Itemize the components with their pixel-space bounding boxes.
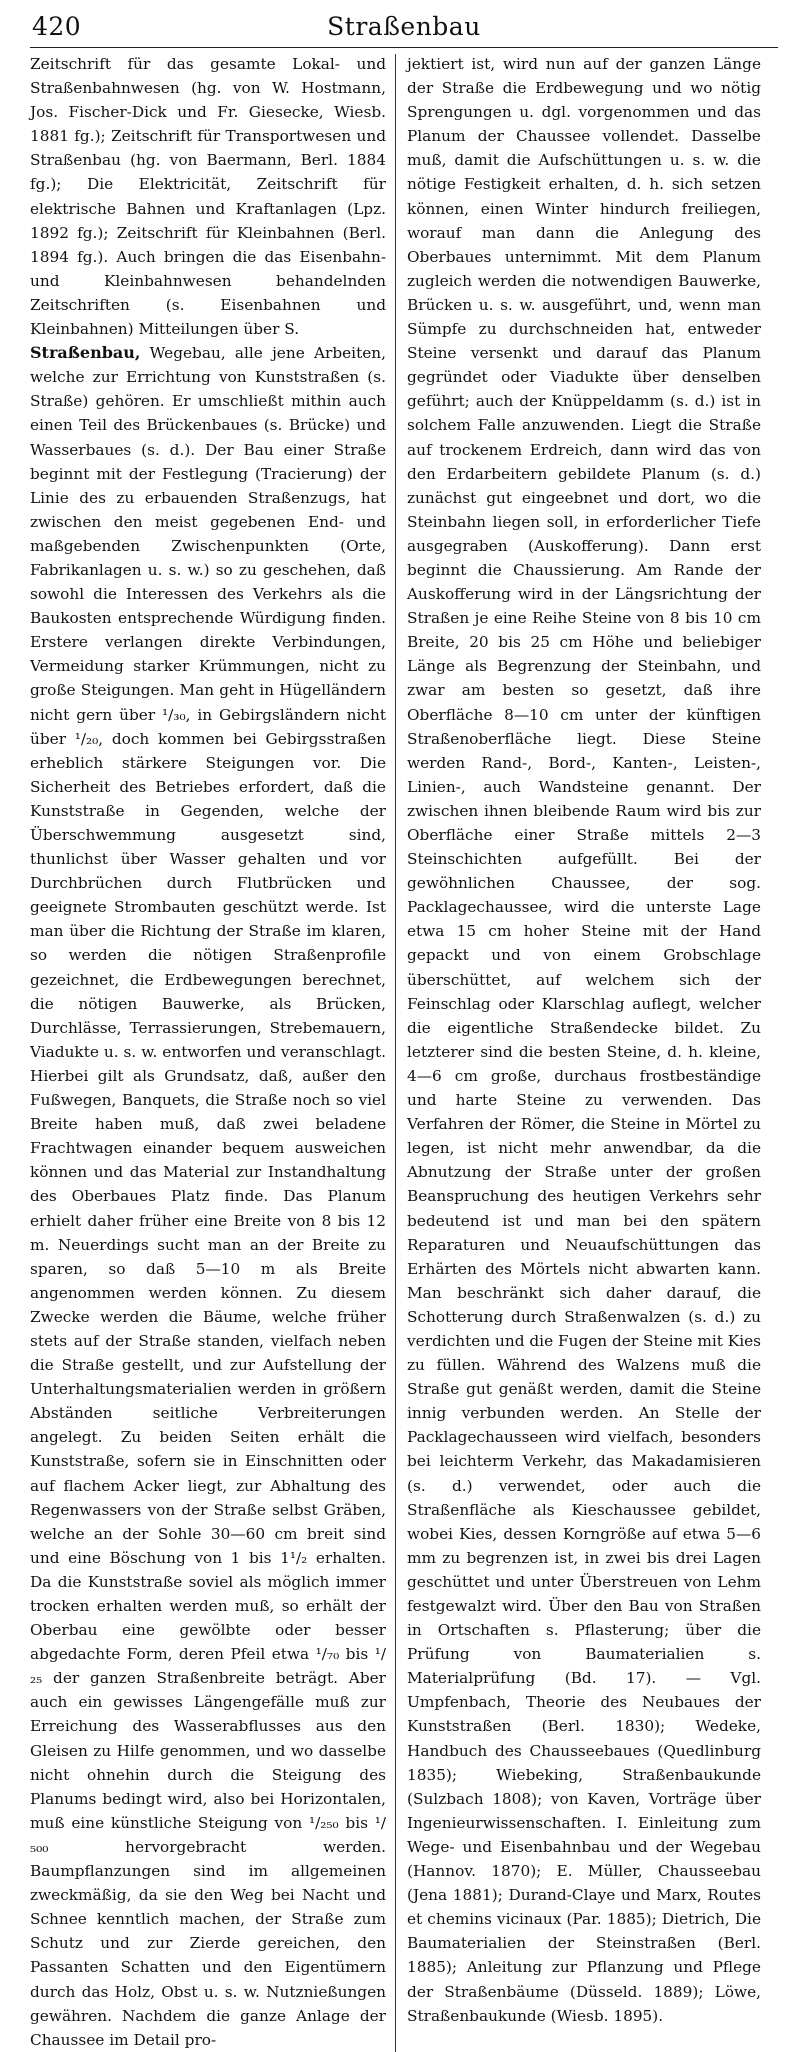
- header-rule: [30, 47, 778, 48]
- page-number: 420: [32, 12, 82, 41]
- entry-body: Wegebau, alle jene Arbeiten, welche zur Errichtung von Kunststraßen (s. Straße) gehören. Er umschließt mithin auch einen Teil des Brückenbaues (s. Brücke) und Wasserbaues (s. d.). Der Bau einer Straße beginnt mit der Festlegung (Tracierung) der Linie des zu erbauenden Straßenzugs, hat zwischen den meist gegebenen End- und maßgebenden Zwischenpunkten (Orte, Fabrikanlagen u. s. w.) so zu geschehen, daß sowohl die Interessen des Verkehrs als die Baukosten entsprechende Würdigung finden. Erstere verlangen direkte Verbindungen, Vermeidung starker Krümmungen, nicht zu große Steigungen. Man geht in Hügelländern nicht gern über ¹/₃₀, in Gebirgsländern nicht über ¹/₂₀, doch kommen bei Gebirgsstraßen erheblich stärkere Steigungen vor. Die Sicherheit des Betriebes erfordert, daß die Kunststraße in Gegenden, welche der Überschwemmung ausgesetzt sind, thunlichst über Wasser gehalten und vor Durchbrüchen durch Flutbrücken und geeignete Strombauten geschützt werde. Ist man über die Richtung der Straße im klaren, so werden die nötigen Straßenprofile gezeichnet, die Erdbewegungen berechnet, die nötigen Bauwerke, als Brücken, Durchlässe, Terrassierungen, Strebemauern, Viadukte u. s. w. entworfen und veranschlagt. Hierbei gilt als Grundsatz, daß, außer den Fußwegen, Banquets, die Straße noch so viel Breite haben muß, daß zwei beladene Frachtwagen einander bequem ausweichen können und das Material zur Instandhaltung des Oberbaues Platz finde. Das Planum erhielt daher früher eine Breite von 8 bis 12 m. Neuerdings sucht man an der Breite zu sparen, so daß 5—10 m als Breite angenommen werden können. Zu diesem Zwecke werden die Bäume, welche früher stets auf der Straße standen, vielfach neben die Straße gestellt, und zur Aufstellung der Unterhaltungsmaterialien werden in größern Abständen seitliche Verbreiterungen angelegt. Zu beiden Seiten erhält die Kunststraße, sofern sie in Einschnitten oder auf flachem Acker liegt, zur Abhaltung des Regenwassers von der Straße selbst Gräben, welche an der Sohle 30—60 cm breit sind und eine Böschung von 1 bis 1¹/₂ erhalten. Da die Kunststraße soviel als möglich immer trocken erhalten werden muß, so erhält der Oberbau eine gewölbte oder besser abgedachte Form, deren Pfeil etwa ¹/₇₀ bis ¹/₂₅ der ganzen Straßenbreite beträgt. Aber auch ein gewisses Längengefälle muß zur Erreichung des Wasserabflusses aus den Gleisen zu Hilfe genommen, und wo dasselbe nicht ohnehin durch die Steigung des Planums bedingt wird, also bei Horizontalen, muß eine künstliche Steigung von ¹/₂₅₀ bis ¹/₅₀₀ hervorgebracht werden. Baumpflanzungen sind im allgemeinen zweckmäßig, da sie den Weg bei Nacht und Schnee kenntlich machen, der Straße zum Schutz und zur Zierde gereichen, den Passanten Schatten und den Eigentümern durch das Holz, Obst u. s. w. Nutznießungen gewähren. Nachdem die ganze Anlage der Chaussee im Detail pro-: [30, 344, 386, 2049]
- paragraph-entry-continued: jektiert ist, wird nun auf der ganzen Länge der Straße die Erdbewegung und wo nötig Sprengungen u. dgl. vorgenommen und das Planum der Chaussee vollendet. Dasselbe muß, damit die Aufschüttungen u. s. w. die nötige Festigkeit erhalten, d. h. sich setzen können, einen Winter hindurch freiliegen, worauf man dann die Anlegung des Oberbaues unternimmt. Mit dem Planum zugleich werden die notwendigen Bauwerke, Brücken u. s. w. ausgeführt, und, wenn man Sümpfe zu durchschneiden hat, entweder Steine versenkt und darauf das Planum gegründet oder Viadukte über denselben geführt; auch der Knüppeldamm (s. d.) ist in solchem Falle anzuwenden. Liegt die Straße auf trockenem Erdreich, dann wird das von den Erdarbeitern gebildete Planum (s. d.) zunächst gut eingeebnet und dort, wo die Steinbahn liegen soll, in erforderlicher Tiefe ausgegraben (Auskofferung). Dann erst beginnt die Chaussierung. Am Rande der Auskofferung wird in der Längsrichtung der Straßen je eine Reihe Steine von 8 bis 10 cm Breite, 20 bis 25 cm Höhe und beliebiger Länge als Begrenzung der Steinbahn, und zwar am besten so gesetzt, daß ihre Oberfläche 8—10 cm unter der künftigen Straßenoberfläche liegt. Diese Steine werden Rand-, Bord-, Kanten-, Leisten-, Linien-, auch Wandsteine genannt. Der zwischen ihnen bleibende Raum wird bis zur Oberfläche einer Straße mittels 2—3 Steinschichten aufgefüllt. Bei der gewöhnlichen Chaussee, der sog. Packlagechaussee, wird die unterste Lage etwa 15 cm hoher Steine mit der Hand gepackt und von einem Grobschlage überschüttet, auf welchem sich der Feinschlag oder Klarschlag auflegt, welcher die eigentliche Straßendecke bildet. Zu letzterer sind die besten Steine, d. h. kleine, 4—6 cm große, durchaus frostbeständige und harte Steine zu verwenden. Das Verfahren der Römer, die Steine in Mörtel zu legen, ist nicht mehr anwendbar, da die Abnutzung der Straße unter der großen Beanspruchung des heutigen Verkehrs sehr bedeutend ist und man bei den spätern Reparaturen und Neuaufschüttungen das Erhärten des Mörtels nicht abwarten kann. Man beschränkt sich daher darauf, die Schotterung durch Straßenwalzen (s. d.) zu verdichten und die Fugen der Steine mit Kies zu füllen. Während des Walzens muß die Straße gut genäßt werden, damit die Steine innig verbunden werden. An Stelle der Packlagechausseen wird vielfach, besonders bei leichterm Verkehr, das Makadamisieren (s. d.) verwendet, oder auch die Straßenfläche als Kieschaussee gebildet, wobei Kies, dessen Korngröße auf etwa 5—6 mm zu begrenzen ist, in zwei bis drei Lagen geschüttet und unter Überstreuen von Lehm festgewalzt wird. Über den Bau von Straßen in Ortschaften s. Pflasterung; über die Prüfung von Baumaterialien s. Materialprüfung (Bd. 17). — Vgl. Umpfenbach, Theorie des Neubaues der Kunststraßen (Berl. 1830); Wedeke, Handbuch des Chausseebaues (Quedlinburg 1835); Wiebeking, Straßenbaukunde (Sulzbach 1808); von Kaven, Vorträge über Ingenieurwissenschaften. I. Einleitung zum Wege- und Eisenbahnbau und der Wegebau (Hannov. 1870); E. Müller, Chausseebau (Jena 1881); Durand-Claye und Marx, Routes et chemins vicinaux (Par. 1885); Dietrich, Die Baumaterialien der Steinstraßen (Berl. 1885); Anleitung zur Pflanzung und Pflege der Straßenbäume (Düsseld. 1889); Löwe, Straßenbaukunde (Wiesb. 1895).: [407, 55, 761, 2025]
- entry-strassenbau: [30, 341, 386, 2052]
- page-header: [30, 10, 778, 48]
- paragraph-bibliography-continued: Zeitschrift für das gesamte Lokal- und Straßenbahnwesen (hg. von W. Hostmann, Jos. Fischer-Dick und Fr. Giesecke, Wiesb. 1881 fg.); Zeitschrift für Transportwesen und Straßenbau (hg. von Baermann, Berl. 1884 fg.); Die Elektricität, Zeitschrift für elektrische Bahnen und Kraftanlagen (Lpz. 1892 fg.); Zeitschrift für Kleinbahnen (Berl. 1894 fg.). Auch bringen die das Eisenbahn- und Kleinbahnwesen behandelnden Zeitschriften (s. Eisenbahnen und Kleinbahnen) Mitteilungen über S.: [30, 55, 386, 339]
- text-columns: [30, 52, 778, 2052]
- entry-headword: Straßenbau,: [30, 343, 141, 363]
- running-head: Straßenbau: [327, 12, 481, 41]
- left-column: [30, 52, 395, 2052]
- right-column: [396, 52, 761, 2052]
